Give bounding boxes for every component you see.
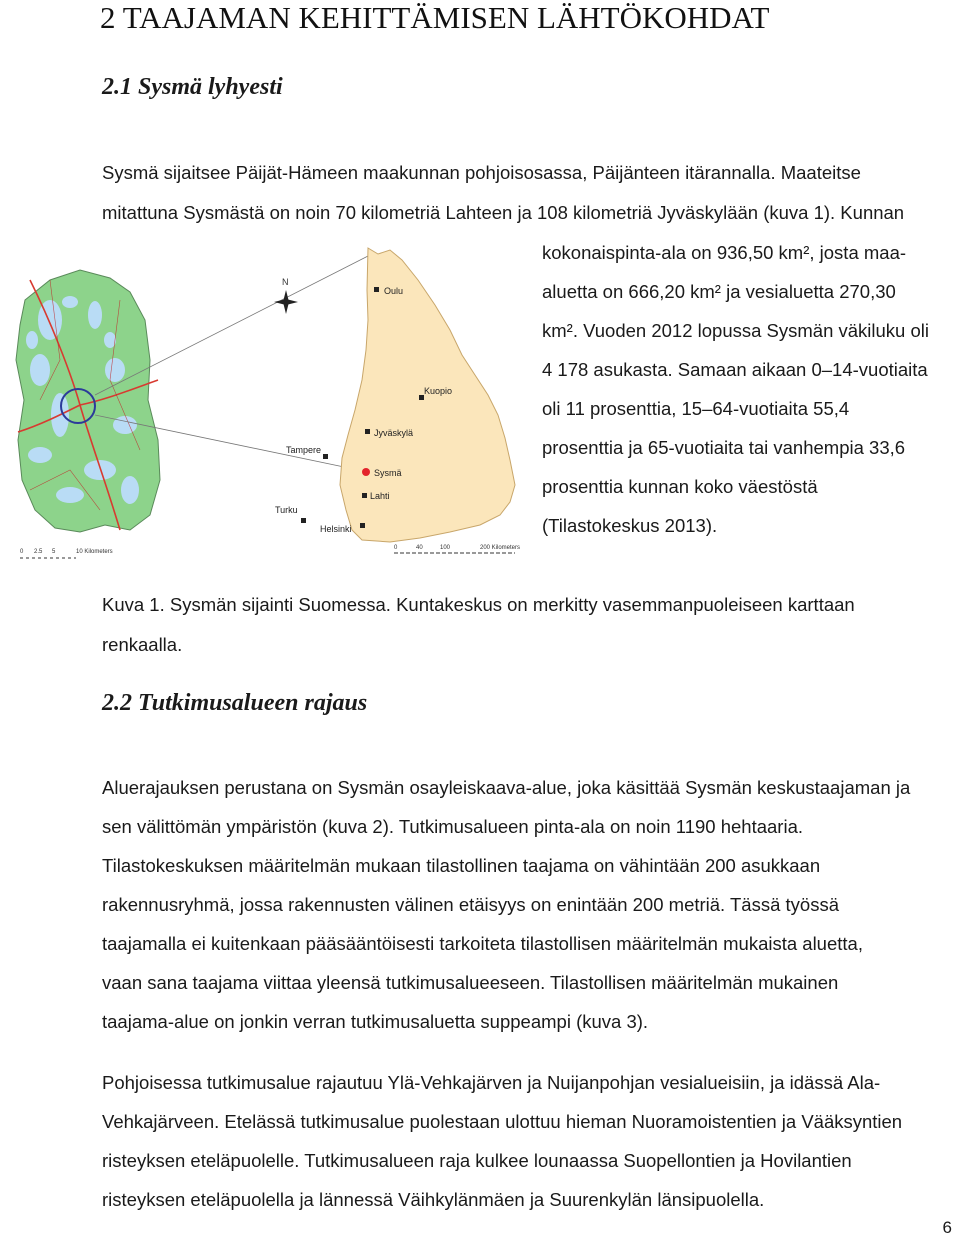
text-line: prosenttia kunnan koko väestöstä <box>542 476 818 497</box>
text-line: taajama-alue on jonkin verran tutkimusaluetta suppeampi (kuva 3). <box>102 1011 649 1032</box>
sysma-local-map <box>16 270 160 558</box>
text-line: risteyksen eteläpuolella ja lännessä Väihkylänmäen ja Suurenkylän länsipuolella. <box>102 1189 765 1210</box>
text-line: risteyksen eteläpuolelle. Tutkimusalueen raja kulkee lounaassa Suopellontien ja Hovilantien <box>102 1150 852 1171</box>
text-line: 4 178 asukasta. Samaan aikaan 0–14-vuotiaita <box>542 359 928 380</box>
text-line: kokonaispinta-ala on 936,50 km², josta maa- <box>542 242 907 263</box>
caption-line: renkaalla. <box>102 634 183 655</box>
finland-scale-bar <box>394 545 520 553</box>
city-label-oulu: Oulu <box>384 286 404 296</box>
text-line: Sysmä sijaitsee Päijät-Hämeen maakunnan pohjoisosassa, Päijänteen itärannalla. Maateitse <box>102 162 861 183</box>
city-label-lahti: Lahti <box>370 491 390 501</box>
svg-text:40: 40 <box>416 545 423 551</box>
city-label-tampere: Tampere <box>286 445 322 455</box>
text-line: taajamalla ei kuitenkaan pääsääntöisesti tarkoiteta tilastollisen määritelmän mukaista aluetta, <box>102 933 863 954</box>
scale-tick: 5 <box>52 549 56 555</box>
city-label-helsinki: Helsinki <box>320 524 352 534</box>
chapter-title: 2 TAAJAMAN KEHITTÄMISEN LÄHTÖKOHDAT <box>100 0 770 35</box>
text-line: mitattuna Sysmästä on noin 70 kilometriä Lahteen ja 108 kilometriä Jyväskylään (kuva 1). Kunnan <box>102 202 905 223</box>
text-line: Aluerajauksen perustana on Sysmän osayleiskaava-alue, joka käsittää Sysmän keskustaajaman ja <box>102 777 911 798</box>
text-line: rakennusryhmä, jossa rakennusten välinen etäisyys on enintään 200 metriä. Tässä työssä <box>102 894 839 915</box>
location-map-figure <box>10 240 535 565</box>
svg-text:200 Kilometers: 200 Kilometers <box>480 545 521 551</box>
scale-tick: 0 <box>20 549 24 555</box>
text-line: vaan sana taajama viittaa yleensä tutkimusalueeseen. Tilastollisen määritelmän mukainen <box>102 972 839 993</box>
sysma-marker <box>362 468 370 476</box>
text-line: sen välittömän ympäristön (kuva 2). Tutkimusalueen pinta-ala on noin 1190 hehtaaria. <box>102 816 804 837</box>
city-label-jyvaskyla: Jyväskylä <box>374 428 414 438</box>
text-line: Vehkajärveen. Etelässä tutkimusalue puolestaan ulottuu hieman Nuoramoistentien ja Vääksyntien <box>102 1111 903 1132</box>
text-line: Pohjoisessa tutkimusalue rajautuu Ylä-Vehkajärven ja Nuijanpohjan vesialueisiin, ja idässä Ala- <box>102 1072 881 1093</box>
svg-text:0: 0 <box>394 545 398 551</box>
city-label-turku: Turku <box>275 505 298 515</box>
text-line: km². Vuoden 2012 lopussa Sysmän väkiluku oli <box>542 320 929 341</box>
svg-text:100: 100 <box>440 545 451 551</box>
text-line: oli 11 prosenttia, 15–64-vuotiaita 55,4 <box>542 398 850 419</box>
north-arrow-icon <box>274 277 298 314</box>
section-heading-2-1: 2.1 Sysmä lyhyesti <box>102 74 283 100</box>
text-line: (Tilastokeskus 2013). <box>542 515 718 536</box>
text-line: prosenttia ja 65-vuotiaita tai vanhempia 33,6 <box>542 437 906 458</box>
local-scale-label: 10 Kilometers <box>76 549 113 555</box>
scale-tick: 2.5 <box>34 549 43 555</box>
text-line: Tilastokeskuksen määritelmän mukaan tilastollinen taajama on vähintään 200 asukkaan <box>102 855 821 876</box>
section-heading-2-2: 2.2 Tutkimusalueen rajaus <box>102 690 368 716</box>
caption-line: Kuva 1. Sysmän sijainti Suomessa. Kuntakeskus on merkitty vasemmanpuoleiseen karttaan <box>102 594 855 615</box>
city-label-sysma: Sysmä <box>374 468 402 478</box>
svg-text:N: N <box>282 277 289 287</box>
text-line: aluetta on 666,20 km² ja vesialuetta 270,30 <box>542 281 896 302</box>
city-label-kuopio: Kuopio <box>424 386 453 396</box>
page-number: 6 <box>942 1218 952 1237</box>
